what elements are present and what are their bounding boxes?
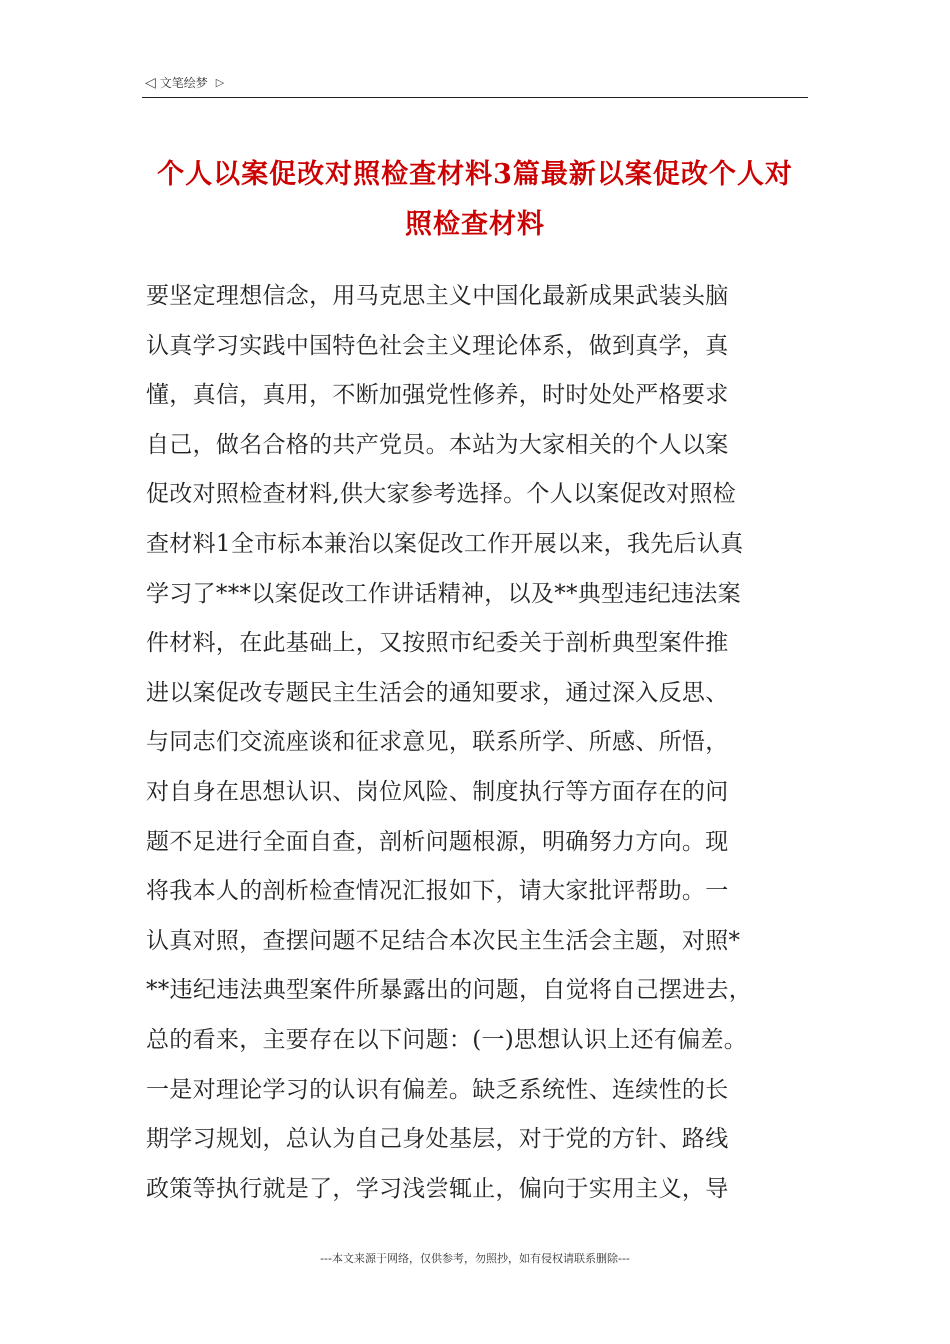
body-line: 促改对照检查材料,供大家参考选择。个人以案促改对照检 <box>146 481 737 508</box>
body-line: **违纪违法典型案件所暴露出的问题，自觉将自己摆进去， <box>146 977 753 1004</box>
site-name: 文笔绘梦 <box>159 76 208 90</box>
body-line: 认真学习实践中国特色社会主义理论体系，做到真学，真 <box>146 332 729 359</box>
body-line: 自己，做名合格的共产党员。本站为大家相关的个人以案 <box>146 431 729 458</box>
title-line: 个人以案促改对照检查材料3篇最新以案促改个人对 <box>157 159 793 190</box>
body-line: 总的看来，主要存在以下问题：(一)思想认识上还有偏差。 <box>146 1026 748 1053</box>
triangle-right-icon: ▷ <box>215 76 225 89</box>
body-line: 期学习规划，总认为自己身处基层，对于党的方针、路线 <box>146 1126 729 1153</box>
body-line: 学习了***以案促改工作讲话精神，以及**典型违纪违法案 <box>146 580 741 607</box>
body-line: 将我本人的剖析检查情况汇报如下，请大家批评帮助。一 <box>146 878 729 905</box>
title-line: 照检查材料 <box>405 209 545 240</box>
footer-disclaimer: ---本文来源于网络，仅供参考，勿照抄，如有侵权请联系删除--- <box>320 1252 630 1265</box>
triangle-left-icon: ◁ <box>145 74 156 91</box>
body-line: 进以案促改专题民主生活会的通知要求，通过深入反思、 <box>146 679 729 706</box>
document-body <box>146 272 812 1214</box>
body-line: 懂，真信，真用，不断加强党性修养，时时处处严格要求 <box>146 382 729 409</box>
body-line: 对自身在思想认识、岗位风险、制度执行等方面存在的问 <box>146 778 729 805</box>
body-line: 认真对照，查摆问题不足结合本次民主生活会主题，对照* <box>146 927 741 954</box>
body-line: 政策等执行就是了，学习浅尝辄止，偏向于实用主义，导 <box>146 1175 729 1202</box>
body-line: 与同志们交流座谈和征求意见，联系所学、所感、所悟， <box>146 729 729 756</box>
header-divider <box>142 97 808 98</box>
body-line: 查材料1全市标本兼治以案促改工作开展以来，我先后认真 <box>146 530 744 557</box>
body-line: 件材料，在此基础上，又按照市纪委关于剖析典型案件推 <box>146 630 729 657</box>
page-header <box>145 74 224 91</box>
body-line: 一是对理论学习的认识有偏差。缺乏系统性、连续性的长 <box>146 1076 729 1103</box>
document-title <box>142 150 808 250</box>
body-line: 题不足进行全面自查，剖析问题根源，明确努力方向。现 <box>146 828 729 855</box>
body-line: 要坚定理想信念，用马克思主义中国化最新成果武装头脑 <box>146 283 729 309</box>
